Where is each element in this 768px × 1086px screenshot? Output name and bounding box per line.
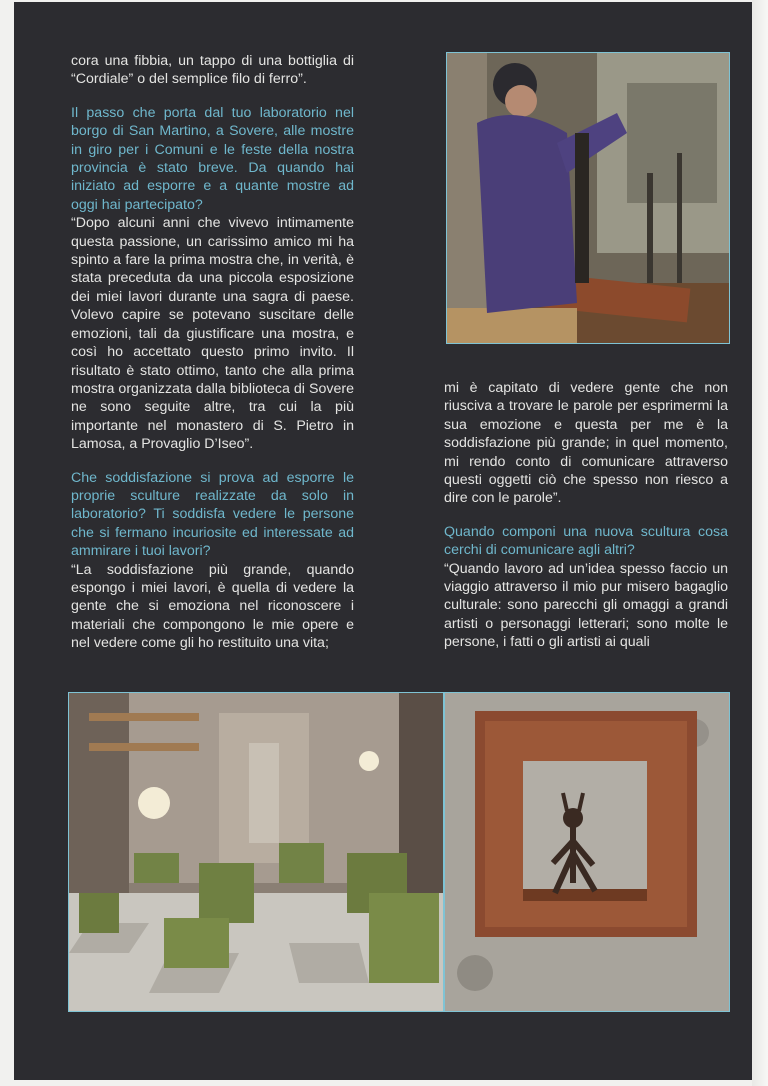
answer-2: “La soddisfazione più grande, quando espongo i miei lavori, è quella di vedere la gente che si emoziona nel riconoscere i materiali che compongono le mie opere e nel vedere come gli ho restituito una vita; xyxy=(71,561,354,652)
magazine-page xyxy=(14,2,752,1080)
question-2: Che soddisfazione si prova ad esporre le proprie sculture realizzate da solo in laboratorio? Ti soddisfa vedere le persone che si fermano incuriosite ed interessate ad ammirare i tuoi lavori? xyxy=(71,469,354,560)
photo-sculture-framed xyxy=(444,692,730,1012)
paragraph-continuation: mi è capitato di vedere gente che non riusciva a trovare le parole per esprimermi la sua emozione e questa per me è la soddisfazione più grande; in quel momento, mi rendo conto di comunicare attraverso questi oggetti ciò che spesso non riesco a dire con le parole”. xyxy=(444,380,728,507)
left-column xyxy=(71,52,354,668)
right-column xyxy=(444,379,728,667)
photo-exhibition-church xyxy=(68,692,444,1012)
scan-margin xyxy=(752,0,768,1086)
paragraph-intro: cora una fibbia, un tappo di una bottiglia di “Cordiale” o del semplice filo di ferro”. xyxy=(71,53,354,88)
question-3: Quando componi una nuova scultura cosa cerchi di comunicare agli altri? xyxy=(444,523,728,559)
photo-artist-workshop xyxy=(446,52,730,344)
answer-3: “Quando lavoro ad un’idea spesso faccio un viaggio attraverso il mio pur misero bagaglio culturale: sono parecchi gli omaggi a grandi artisti o personaggi letterari; sono molte le persone, i fatti o gli artisti ai quali xyxy=(444,560,728,651)
answer-1: “Dopo alcuni anni che vivevo intimamente questa passione, un carissimo amico mi ha spinto a fare la prima mostra che, in verità, è stata preceduta da una piccola esposizione dei miei lavori durante una sagra di paese. Volevo capire se potevano suscitare delle emozioni, tali da giustificare una mostra, e così ho accettato questo primo invito. Il risultato è stato ottimo, tanto che alla prima mostra organizzata dalla biblioteca di Sovere ne sono seguite altre, tra cui la più importante nel monastero di S. Pietro in Lamosa, a Provaglio D’Iseo”. xyxy=(71,215,354,453)
question-1: Il passo che porta dal tuo laboratorio nel borgo di San Martino, a Sovere, alle mostre in giro per i Comuni e le feste della nostra provincia è stato breve. Da quando hai iniziato ad esporre e a quante mostre ad oggi hai partecipato? xyxy=(71,104,354,213)
